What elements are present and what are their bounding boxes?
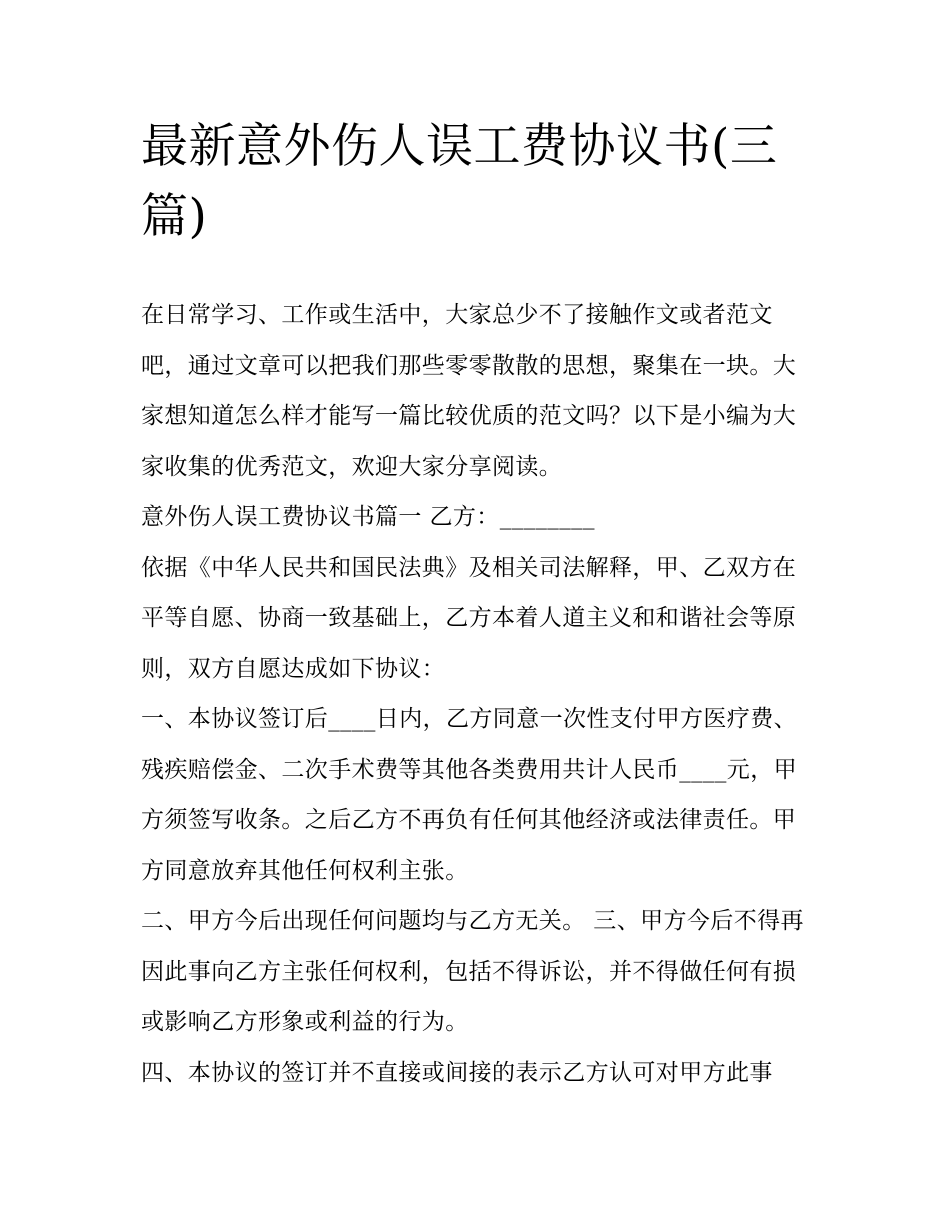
clause-one-paragraph: 一、本协议签订后____日内，乙方同意一次性支付甲方医疗费、残疾赔偿金、二次手术费等其他各类费用共计人民币____元，甲方须签写收条。之后乙方不再负有任何其他经济或法律责任。甲方同意放弃其他任何权利主张。: [141, 706, 797, 884]
document-title: 最新意外伤人误工费协议书(三篇): [141, 119, 778, 244]
section-heading-paragraph: 意外伤人误工费协议书篇一 乙方：________: [141, 504, 595, 530]
clause-four-paragraph: 四、本协议的签订并不直接或间接的表示乙方认可对甲方此事: [141, 1059, 773, 1086]
clause-two-three-paragraph: 二、甲方今后出现任何问题均与乙方无关。 三、甲方今后不得再因此事向乙方主张任何权利，包括不得诉讼，并不得做任何有损或影响乙方形象或利益的行为。: [141, 908, 804, 1035]
document-body: [141, 112, 813, 1098]
legal-basis-paragraph: 依据《中华人民共和国民法典》及相关司法解释，甲、乙双方在平等自愿、协商一致基础上，乙方本着人道主义和和谐社会等原则，双方自愿达成如下协议：: [141, 554, 797, 682]
intro-paragraph: 在日常学习、工作或生活中，大家总少不了接触作文或者范文吧，通过文章可以把我们那些零零散散的思想，聚集在一块。大家想知道怎么样才能写一篇比较优质的范文吗？以下是小编为大家收集的优秀范文，欢迎大家分享阅读。: [141, 302, 797, 480]
